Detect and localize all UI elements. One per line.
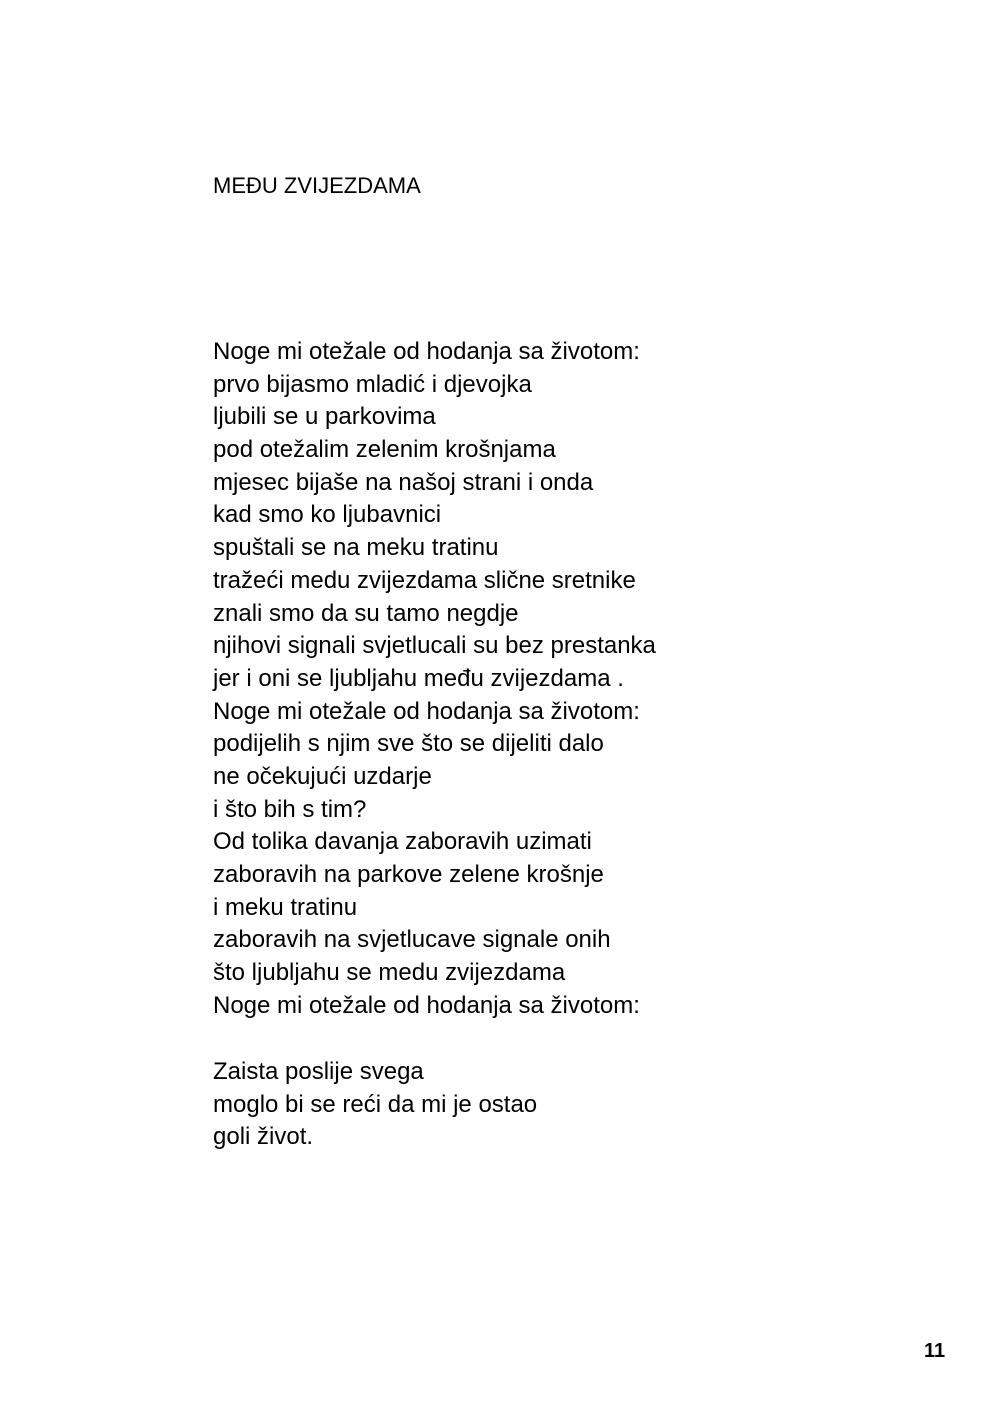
page-number: 11 (924, 1340, 946, 1362)
verse-line: zaboravih na parkove zelene krošnje (213, 861, 604, 888)
verse-line: Noge mi otežale od hodanja sa životom: (213, 991, 640, 1019)
poem-stanza-1 (213, 336, 913, 1022)
verse-line: tražeći medu zvijezdama slične sretnike (213, 566, 636, 594)
verse-line: i što bih s tim? (213, 795, 367, 823)
verse-line: njihovi signali svjetlucali su bez prestanka (213, 632, 656, 660)
verse-line: kad smo ko ljubavnici (213, 501, 442, 529)
verse-line: što ljubljahu se medu zvijezdama (213, 959, 566, 987)
verse-line: mjesec bijaše na našoj strani i onda (213, 468, 594, 496)
verse-line: prvo bijasmo mladić i djevojka (213, 370, 532, 398)
poem-title: MEĐU ZVIJEZDAMA (213, 173, 421, 198)
verse-line: podijelih s njim sve što se dijeliti dalo (213, 730, 604, 758)
verse-line: pod otežalim zelenim krošnjama (213, 436, 556, 464)
verse-line: Od tolika davanja zaboravih uzimati (213, 828, 592, 856)
verse-line: i meku tratinu (213, 893, 358, 921)
verse-line: goli život. (213, 1123, 314, 1151)
verse-line: ne očekujući uzdarje (213, 762, 432, 790)
verse-line: znali smo da su tamo negdje (213, 599, 519, 627)
verse-line: Noge mi otežale od hodanja sa životom: (213, 697, 640, 725)
verse-line: Zaista poslije svega (213, 1058, 424, 1085)
verse-line: Noge mi otežale od hodanja sa životom: (213, 338, 640, 365)
poem-stanza-2 (213, 1056, 913, 1154)
verse-line: ljubili se u parkovima (213, 403, 436, 431)
verse-line: jer i oni se ljubljahu među zvijezdama . (213, 664, 624, 692)
verse-line: zaboravih na svjetlucave signale onih (213, 926, 611, 954)
verse-line: moglo bi se reći da mi je ostao (213, 1090, 538, 1118)
verse-line: spuštali se na meku tratinu (213, 534, 499, 562)
